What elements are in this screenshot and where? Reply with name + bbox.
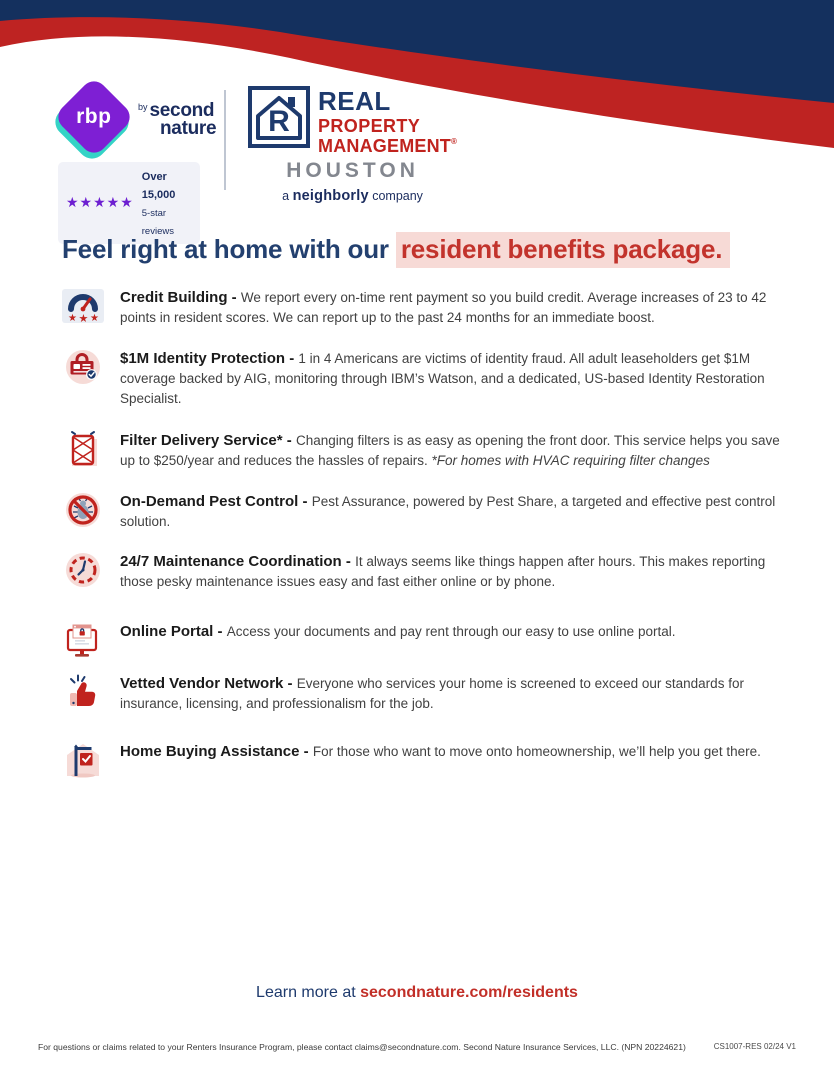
benefit-note: *For homes with HVAC requiring filter changes: [431, 453, 710, 468]
benefit-text: [120, 492, 790, 532]
logo-row: [58, 86, 458, 237]
svg-text:★: ★: [90, 313, 99, 324]
thumbs-up-icon: [60, 672, 106, 712]
logo-divider: [224, 90, 226, 190]
benefit-item-filter-delivery: [60, 431, 790, 471]
benefit-text: [120, 742, 790, 762]
second-nature-wordmark: [138, 102, 216, 137]
page-title: [62, 234, 730, 265]
headline-prefix: Feel right at home with our: [62, 234, 396, 264]
benefit-description: Everyone who services your home is screened to exceed our standards for insurance, licensing, and professionalism for the job.: [120, 676, 744, 711]
online-portal-icon: [60, 620, 106, 660]
benefit-text: [120, 349, 790, 409]
rpm-house-r-icon: [248, 86, 310, 148]
benefit-title: 24/7 Maintenance Coordination: [120, 553, 342, 570]
identity-protection-icon: [60, 347, 106, 387]
benefit-item-online-portal: [60, 622, 790, 660]
registered-mark: ®: [451, 137, 458, 146]
neighborly-wordmark: neighborly: [292, 188, 369, 204]
benefit-description: Pest Assurance, powered by Pest Share, a targeted and effective pest control solution.: [120, 494, 776, 529]
benefit-description: It always seems like things happen after hours. This makes reporting those pesky maintenance issues easy and fast either online or by phone.: [120, 554, 766, 589]
benefit-description: For those who want to move onto homeownership, we’ll help you get there.: [312, 744, 761, 759]
home-sign-icon: [60, 740, 106, 780]
learn-more-prefix: Learn more at: [256, 984, 361, 1001]
rbp-second-nature-logo: [58, 86, 217, 237]
benefits-list: [60, 288, 790, 780]
benefit-title: Filter Delivery Service*: [120, 432, 283, 449]
fine-print: For questions or claims related to your Renters Insurance Program, please contact claims@secondnature.com. Second Nature Insurance Services, LLC. (NPN 20224621): [38, 1042, 686, 1052]
benefit-description: Access your documents and pay rent through our easy to use online portal.: [226, 624, 676, 639]
review-badge: [58, 162, 200, 244]
benefit-separator: -: [341, 553, 356, 570]
rpm-city-label: HOUSTON: [286, 159, 419, 182]
svg-text:★: ★: [78, 312, 89, 325]
benefit-separator: -: [283, 675, 297, 692]
benefit-title: Home Buying Assistance: [120, 743, 300, 760]
benefit-item-vendor-network: [60, 674, 790, 714]
rpm-management-label: MANAGEMENT: [318, 136, 451, 156]
benefit-text: [120, 431, 790, 471]
benefit-item-home-buying: [60, 742, 790, 780]
rbp-logo-text: rbp: [76, 104, 112, 128]
benefit-item-pest-control: [60, 492, 790, 532]
benefit-text: [120, 288, 790, 328]
review-count: Over 15,000: [141, 171, 176, 201]
document-code: CS1007-RES 02/24 V1: [713, 1042, 796, 1051]
benefit-item-identity-protection: [60, 349, 790, 409]
no-pests-icon: [60, 490, 106, 530]
benefit-separator: -: [285, 350, 299, 367]
by-label: by: [138, 102, 148, 112]
benefit-item-maintenance: [60, 552, 790, 592]
rpm-property-label: PROPERTY: [318, 116, 421, 136]
benefit-description: Changing filters is as easy as opening the front door. This service helps you save up to $250/year and reduces the hassles of repairs.: [120, 433, 780, 468]
benefit-item-credit-building: [60, 288, 790, 328]
benefit-separator: -: [282, 432, 296, 449]
rbp-purple-shape: [53, 76, 135, 158]
benefit-separator: -: [227, 289, 241, 306]
headline-highlight: resident benefits package.: [396, 232, 730, 268]
neighborly-tagline: [248, 188, 457, 204]
brand-line1: second: [149, 100, 215, 121]
review-label: 5-star reviews: [141, 208, 174, 237]
five-stars-icon: ★★★★★: [66, 195, 134, 211]
benefit-description: We report every on-time rent payment so you build credit. Average increases of 23 to 42 points in resident scores. We can report up to the past 24 months for an immediate boost.: [120, 290, 767, 325]
benefit-text: [120, 622, 790, 642]
benefit-title: On-Demand Pest Control: [120, 493, 299, 510]
benefit-text: [120, 552, 790, 592]
learn-more-link[interactable]: secondnature.com/residents: [360, 984, 578, 1001]
benefit-separator: -: [299, 743, 313, 760]
svg-text:R: R: [268, 105, 290, 138]
tagline-prefix: a: [282, 189, 293, 203]
benefit-title: Vetted Vendor Network: [120, 675, 284, 692]
learn-more-line: [0, 984, 834, 1002]
clock-24-7-icon: [60, 550, 106, 590]
benefit-title: Credit Building: [120, 289, 228, 306]
benefit-separator: -: [298, 493, 312, 510]
benefit-separator: -: [213, 623, 227, 640]
benefit-text: [120, 674, 790, 714]
tagline-suffix: company: [368, 189, 423, 203]
credit-gauge-icon: [60, 286, 106, 326]
air-filter-icon: [60, 429, 106, 469]
benefit-title: $1M Identity Protection: [120, 350, 286, 367]
rpm-houston-logo: [248, 86, 457, 204]
svg-text:★: ★: [68, 313, 77, 324]
brand-line2: nature: [160, 117, 217, 139]
benefit-title: Online Portal: [120, 623, 214, 640]
rpm-real-label: REAL: [318, 86, 391, 116]
rbp-logo-icon: [60, 86, 130, 158]
benefit-description: 1 in 4 Americans are victims of identity fraud. All adult leaseholders get $1M coverage backed by AIG, monitoring through IBM’s Watson, and a dedicated, US-based Identity Restoration Specialist.: [120, 351, 765, 406]
